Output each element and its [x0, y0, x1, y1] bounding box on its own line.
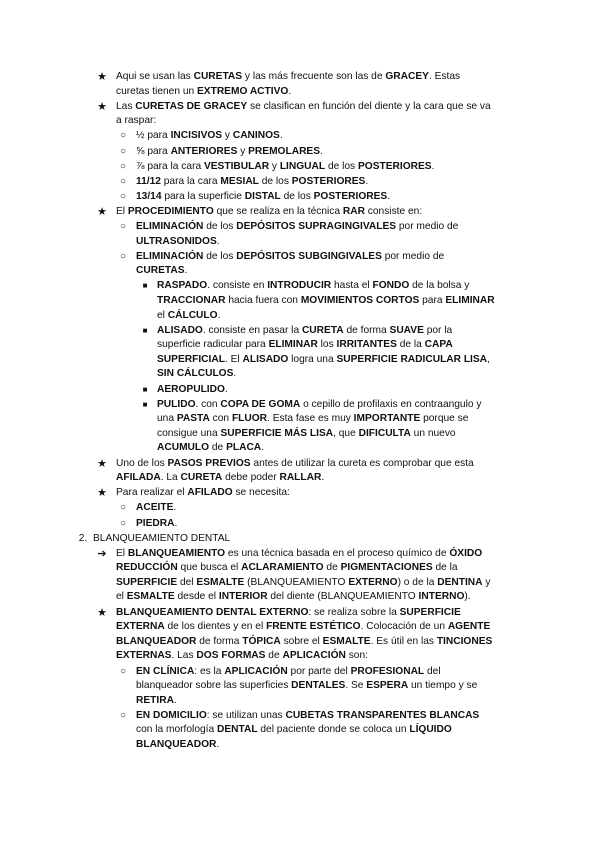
circle-bullet-icon: ○ [119, 502, 127, 514]
star-bullet-icon: ★ [97, 606, 107, 619]
list-item-text: El BLANQUEAMIENTO es una técnica basada en el proceso químico de ÓXIDO REDUCCIÓN que busca el ACLARAMIENTO de PIGMENTACIONES de la SUPERFICIE del ESMALTE (BLANQUEAMIENTO EXTERNO) o de la DENTINA y el ESMALTE desde el INTERIOR del diente (BLANQUEAMIENTO INTERNO). [116, 547, 491, 603]
list-item-text: ELIMINACIÓN de los DEPÓSITOS SUPRAGINGIVALES por medio de ULTRASONIDOS. [136, 221, 459, 247]
list-item-text: Aqui se usan las CURETAS y las más frecuente son las de GRACEY. Estas curetas tienen un EXTREMO ACTIVO. [116, 71, 461, 97]
square-bullet-icon: ■ [142, 399, 148, 409]
list-item-text: PIEDRA. [136, 517, 178, 529]
list-item [0, 220, 600, 249]
list-item [0, 486, 600, 501]
list-item-text: 11/12 para la cara MESIAL de los POSTERIORES. [136, 175, 369, 187]
list-item-text: EN CLÍNICA: es la APLICACIÓN por parte del PROFESIONAL del blanqueador sobre las superficies DENTALES. Se ESPERA un tiempo y se RETIRA. [136, 665, 478, 706]
list-item [0, 160, 600, 175]
circle-bullet-icon: ○ [119, 665, 127, 677]
list-item [0, 70, 600, 99]
circle-bullet-icon: ○ [119, 221, 127, 232]
section-heading [0, 532, 600, 547]
list-item [0, 665, 600, 709]
list-item-text: ⅝ para ANTERIORES y PREMOLARES. [136, 145, 323, 157]
list-item [0, 457, 600, 486]
square-bullet-icon: ■ [142, 281, 148, 291]
list-item-text: BLANQUEAMIENTO DENTAL [93, 532, 231, 544]
list-item [0, 190, 600, 205]
list-item [0, 324, 600, 382]
list-item-text: PULIDO. con COPA DE GOMA o cepillo de profilaxis en contraangulo y una PASTA con FLUOR. Esta fase es muy IMPORTANTE porque se consigue una SUPERFICIE MÁS LISA, que DIFICULTA un nuevo ACUMULO de PLACA. [157, 398, 482, 454]
list-item [0, 175, 600, 190]
list-item [0, 383, 600, 398]
list-item-text: ALISADO. consiste en pasar la CURETA de forma SUAVE por la superficie radicular para ELIMINAR los IRRITANTES de la CAPA SUPERFICIAL. El ALISADO logra una SUPERFICIE RADICULAR LISA, SIN CÁLCULOS. [157, 324, 490, 380]
list-item [0, 100, 600, 129]
list-item [0, 129, 600, 144]
list-item-text: AEROPULIDO. [157, 383, 228, 395]
list-item [0, 606, 600, 664]
list-item [0, 145, 600, 160]
star-bullet-icon: ★ [97, 205, 107, 218]
list-item-text: BLANQUEAMIENTO DENTAL EXTERNO: se realiza sobre la SUPERFICIE EXTERNA de los dientes y en el FRENTE ESTÉTICO. Colocación de un AGENTE BLANQUEADOR de forma TÓPICA sobre el ESMALTE. Es útil en las TINCIONES EXTERNAS. Las DOS FORMAS de APLICACIÓN son: [116, 606, 493, 662]
star-bullet-icon: ★ [97, 100, 107, 113]
list-number: 2. [78, 532, 88, 544]
star-bullet-icon: ★ [97, 71, 107, 83]
list-item [0, 501, 600, 516]
list-item [0, 279, 600, 323]
circle-bullet-icon: ○ [119, 250, 127, 262]
list-item-text: Las CURETAS DE GRACEY se clasifican en función del diente y la cara que se va a raspar: [116, 100, 491, 127]
list-item-text: 13/14 para la superficie DISTAL de los POSTERIORES. [136, 190, 391, 202]
circle-bullet-icon: ○ [119, 709, 127, 721]
star-bullet-icon: ★ [97, 487, 107, 500]
circle-bullet-icon: ○ [119, 190, 127, 202]
circle-bullet-icon: ○ [119, 130, 127, 142]
list-item [0, 398, 600, 456]
circle-bullet-icon: ○ [119, 160, 127, 172]
square-bullet-icon: ■ [142, 325, 148, 335]
circle-bullet-icon: ○ [119, 517, 127, 529]
star-bullet-icon: ★ [97, 457, 107, 470]
arrow-bullet-icon: ➔ [97, 547, 107, 560]
square-bullet-icon: ■ [142, 384, 148, 394]
list-item [0, 250, 600, 279]
list-item-text: Uno de los PASOS PREVIOS antes de utilizar la cureta es comprobar que esta AFILADA. La CURETA debe poder RALLAR. [116, 457, 474, 484]
list-item [0, 709, 600, 753]
list-item-text: ⅞ para la cara VESTIBULAR y LINGUAL de los POSTERIORES. [136, 160, 435, 172]
list-item-text: ACEITE. [136, 502, 177, 514]
circle-bullet-icon: ○ [119, 145, 127, 157]
list-item-text: ½ para INCISIVOS y CANINOS. [136, 130, 283, 142]
list-item-text: El PROCEDIMIENTO que se realiza en la técnica RAR consiste en: [116, 205, 423, 217]
list-item [0, 517, 600, 532]
list-item [0, 205, 600, 220]
circle-bullet-icon: ○ [119, 175, 127, 187]
list-item [0, 547, 600, 605]
list-item-text: RASPADO. consiste en INTRODUCIR hasta el FONDO de la bolsa y TRACCIONAR hacia fuera con MOVIMIENTOS CORTOS para ELIMINAR el CÁLCULO. [157, 280, 495, 321]
list-item-text: Para realizar el AFILADO se necesita: [116, 487, 290, 499]
list-item-text: ELIMINACIÓN de los DEPÓSITOS SUBGINGIVALES por medio de CURETAS. [136, 250, 445, 277]
list-item-text: EN DOMICILIO: se utilizan unas CUBETAS TRANSPARENTES BLANCAS con la morfología DENTAL del paciente donde se coloca un LÍQUIDO BLANQUEADOR. [136, 709, 480, 750]
